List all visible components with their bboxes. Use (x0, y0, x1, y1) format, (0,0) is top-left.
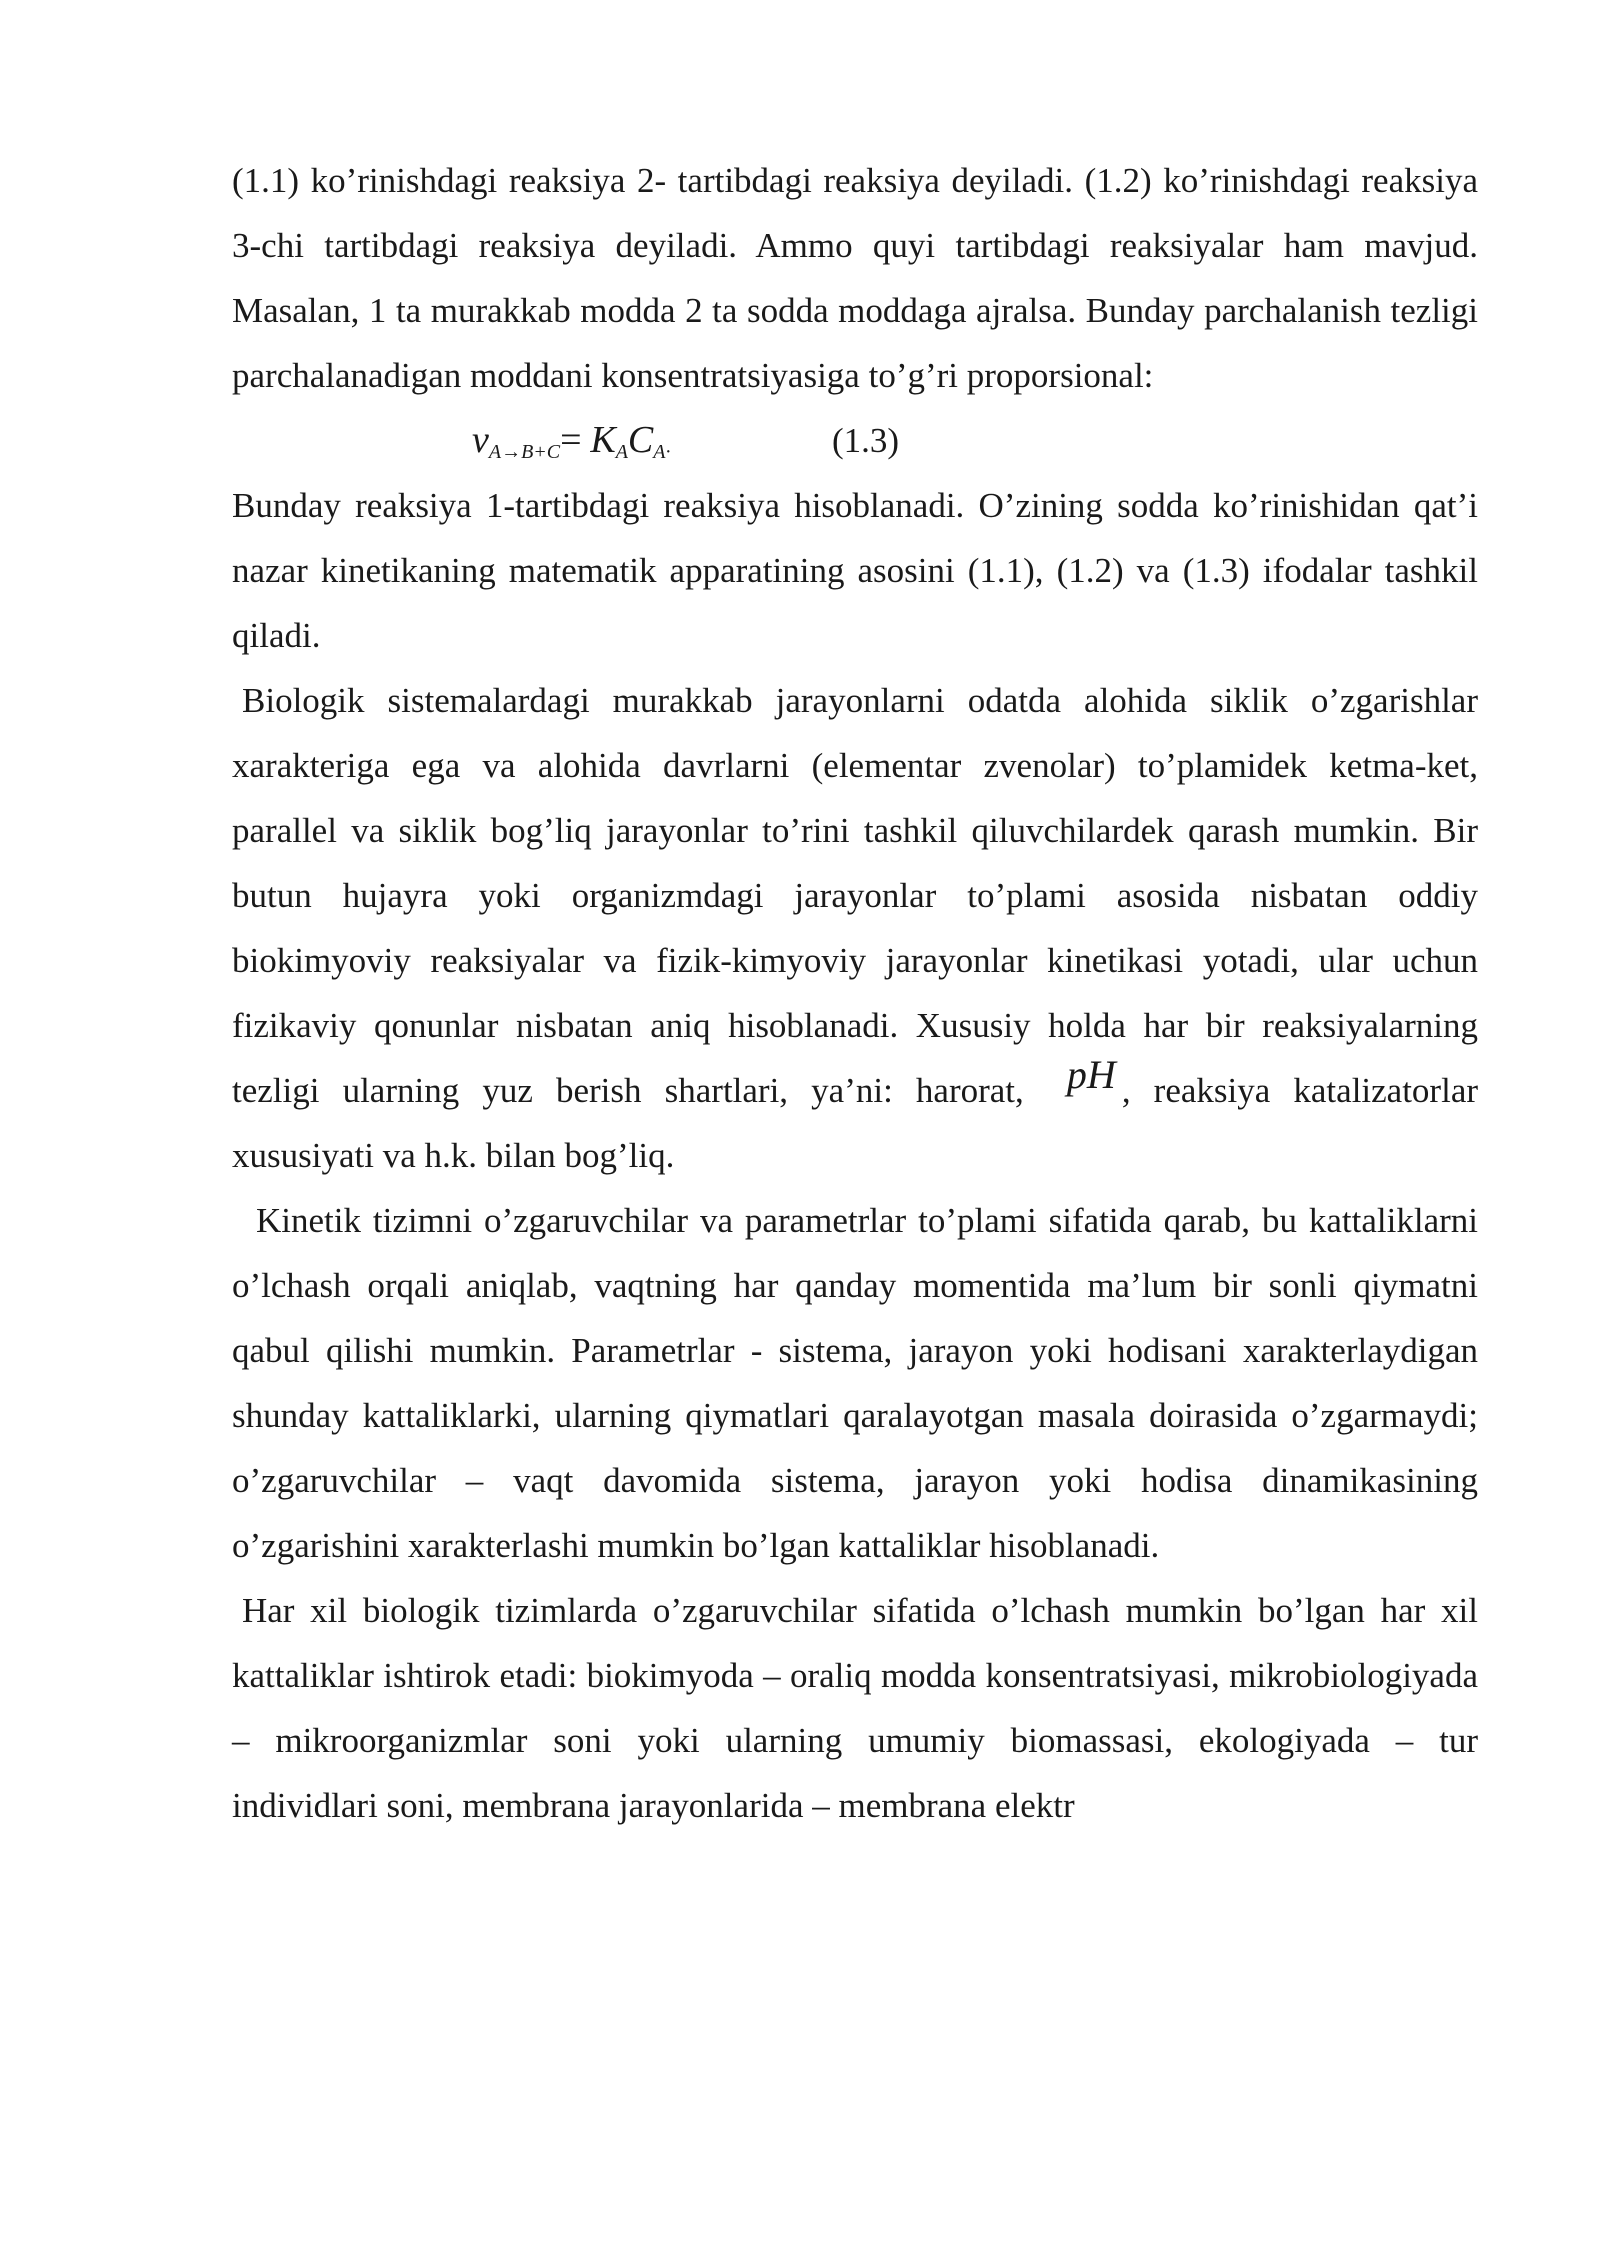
formula-line-1-3 (232, 408, 1478, 473)
rate-equation (472, 408, 671, 485)
paragraph-biological-systems-tail: , reaksiya katalizatorlar xususiyati va h.k. bilan bog’liq. (232, 1071, 1479, 1175)
formula-v: v (472, 419, 489, 461)
paragraph-reaction-order: (1.1) ko’rinishdagi reaksiya 2- tartibdagi reaksiya deyiladi. (1.2) ko’rinishdagi reaksiya 3-chi tartibdagi reaksiya deyiladi. Ammo quyi tartibdagi reaksiyalar ham mavjud. Masalan, 1 ta murakkab modda 2 ta sodda moddaga ajralsa. Bunday parchalanish tezligi parchalanadigan moddani konsentratsiyasiga to’g’ri proporsional: (232, 161, 1478, 395)
paragraph-variables: Har xil biologik tizimlarda o’zgaruvchilar sifatida o’lchash mumkin bo’lgan har xil kattaliklar ishtirok etadi: biokimyoda – oraliq modda konsentratsiyasi, mikrobiologiyada – mikroorganizmlar soni yoki ularning umumiy biomassasi, ekologiyada – tur individlari soni, membrana jarayonlarida – membrana elektr (232, 1591, 1478, 1825)
formula-c-subscript: A (653, 441, 666, 463)
formula-k: K (590, 419, 616, 461)
document-page (232, 148, 1478, 1838)
formula-dot: · (665, 441, 671, 463)
paragraph-kinetic-system: Kinetik tizimni o’zgaruvchilar va parametrlar to’plami sifatida qarab, bu kattaliklarni o’lchash orqali aniqlab, vaqtning har qanday momentida ma’lum bir sonli qiymatni qabul qilishi mumkin. Parametrlar - sistema, jarayon yoki hodisani xarakterlaydigan shunday kattaliklarki, ularning qiymatlari qaralayotgan masala doirasida o’zgarmaydi; o’zgaruvchilar – vaqt davomida sistema, jarayon yoki hodisa dinamikasining o’zgarishini xarakterlashi mumkin bo’lgan kattaliklar hisoblanadi. (232, 1201, 1478, 1565)
formula-v-subscript: A→B+C (488, 441, 561, 463)
formula-equals: = (560, 419, 582, 461)
paragraph-first-order: Bunday reaksiya 1-tartibdagi reaksiya hisoblanadi. O’zining sodda ko’rinishidan qat’i nazar kinetikaning matematik apparatining asosini (1.1), (1.2) va (1.3) ifodalar tashkil qiladi. (232, 486, 1478, 655)
formula-c: C (627, 419, 654, 461)
formula-k-subscript: A (615, 441, 628, 463)
equation-number: (1.3) (832, 421, 900, 460)
paragraph-biological-systems (232, 668, 1478, 1188)
ph-symbol: pH (1066, 1052, 1116, 1097)
paragraph-biological-systems-text: Biologik sistemalardagi murakkab jarayonlarni odatda alohida siklik o’zgarishlar xarakteriga ega va alohida davrlarni (elementar zvenolar) to’plamidek ketma-ket, parallel va siklik bog’liq jarayonlar to’rini tashkil qiluvchilardek qarash mumkin. Bir butun hujayra yoki organizmdagi jarayonlar to’plami asosida nisbatan oddiy biokimyoviy reaksiyalar va fizik-kimyoviy jarayonlar kinetikasi yotadi, ular uchun fizikaviy qonunlar nisbatan aniq hisoblanadi. Xususiy holda har bir reaksiyalarning tezligi ularning yuz berish shartlari, ya’ni: harorat, (232, 681, 1478, 1110)
